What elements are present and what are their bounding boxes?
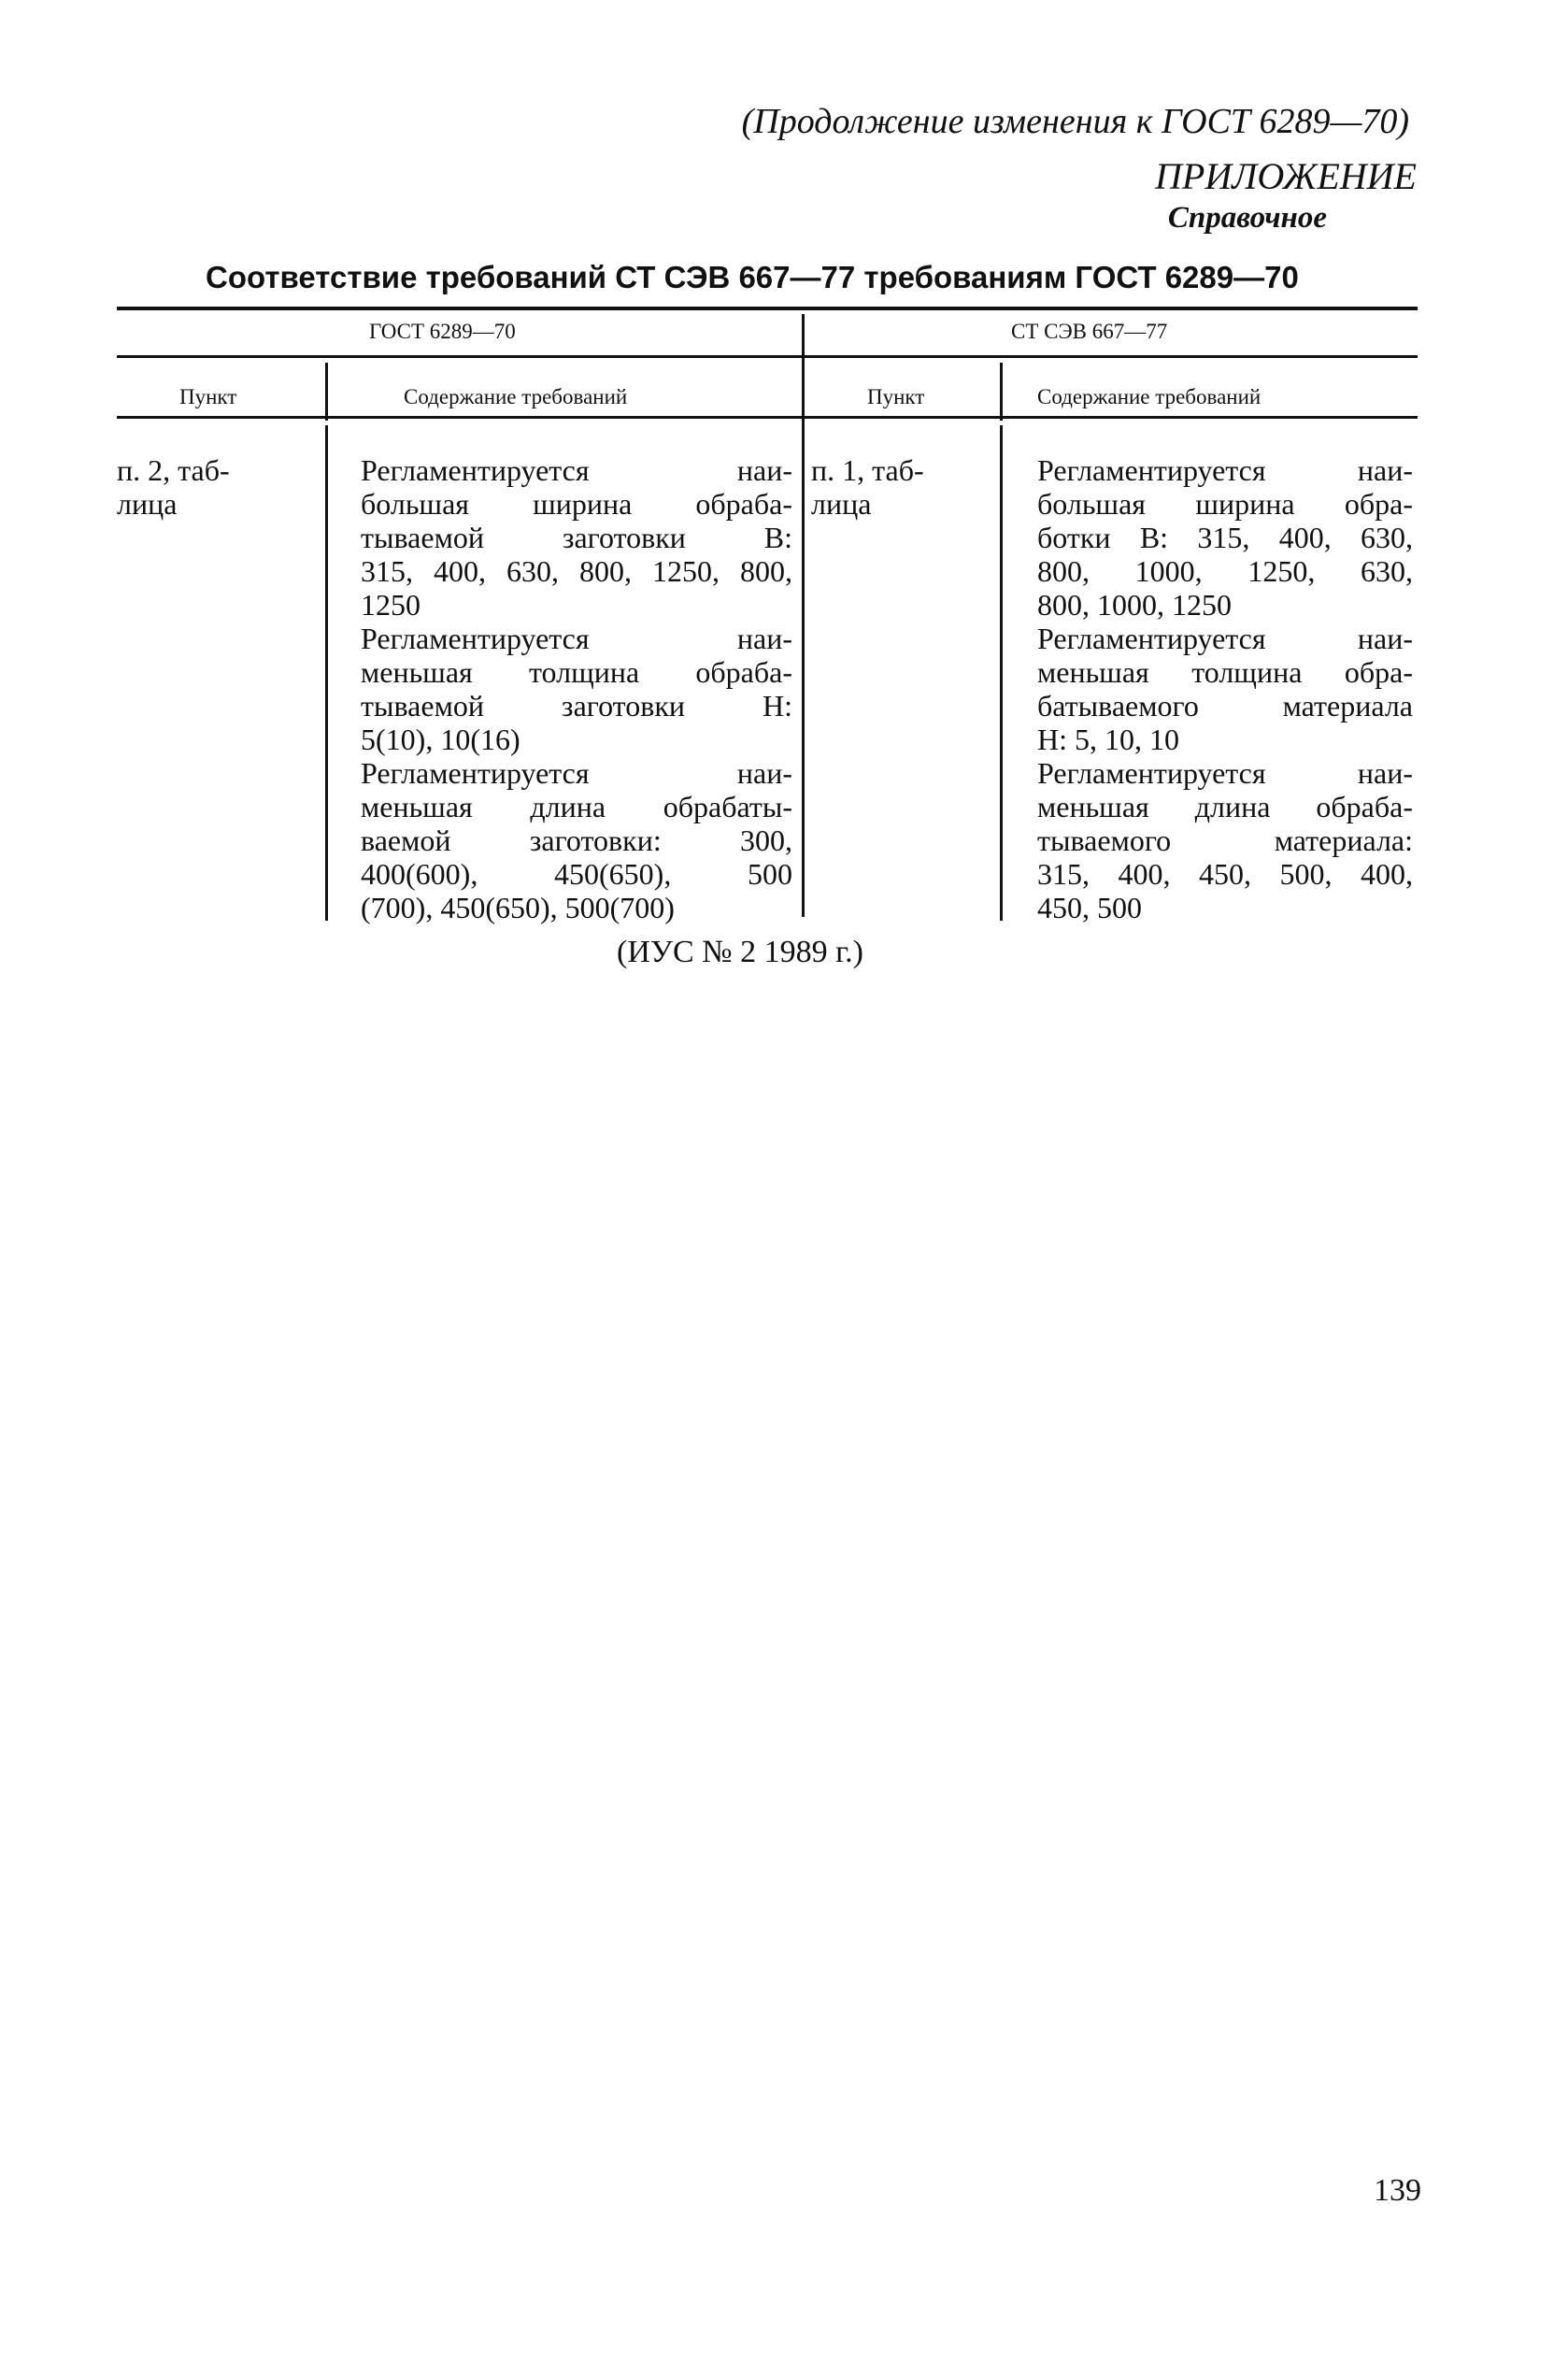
text-line: Регламентируется наи-: [1037, 453, 1413, 487]
divider-gost-item-body: [325, 425, 328, 921]
ius-reference: (ИУС № 2 1989 г.): [617, 935, 863, 969]
gost-requirement-width: [335, 453, 792, 622]
table-title: Соответствие требований СТ СЭВ 667—77 требованиям ГОСТ 6289—70: [206, 260, 1299, 294]
text-line: 800, 1000, 1250, 630,: [1037, 554, 1413, 588]
col-header-sev-item: Пункт: [867, 385, 925, 408]
group-header-rule: [117, 355, 1418, 358]
gost-requirement-length: [335, 756, 792, 924]
text-line: большая ширина обраба-: [361, 487, 792, 521]
text-line: меньшая длина обрабаты-: [361, 790, 792, 823]
text-line: тываемого материала:: [1037, 823, 1413, 857]
text-line: тываемой заготовки H:: [361, 689, 792, 723]
text-line: Регламентируется наи-: [361, 622, 792, 655]
text-line: ботки B: 315, 400, 630,: [1037, 521, 1413, 554]
divider-sev-item: [1000, 363, 1003, 421]
sev-requirement-width: [1011, 453, 1413, 622]
text-line: меньшая длина обраба-: [1037, 790, 1413, 823]
column-header-rule: [117, 416, 1418, 419]
text-line: меньшая толщина обраба-: [361, 655, 792, 689]
page-number: 139: [1374, 2173, 1421, 2208]
text-line: Регламентируется наи-: [1037, 756, 1413, 790]
gost-content-cell: [335, 453, 792, 924]
text-line: меньшая толщина обра-: [1037, 655, 1413, 689]
text-line: 315, 400, 630, 800, 1250, 800,: [361, 554, 792, 588]
text-line: 315, 400, 450, 500, 400,: [1037, 857, 1413, 891]
text-line: большая ширина обра-: [1037, 487, 1413, 521]
appendix-title: ПРИЛОЖЕНИЕ: [1155, 155, 1417, 197]
text-line: H: 5, 10, 10: [1037, 723, 1179, 756]
text-line: Регламентируется наи-: [1037, 622, 1413, 655]
gost-requirement-thickness: [335, 622, 792, 756]
sev-requirement-length: [1011, 756, 1413, 924]
col-header-gost-item: Пункт: [179, 385, 237, 408]
text-line: 5(10), 10(16): [361, 723, 520, 756]
col-header-sev-content: Содержание требований: [1037, 385, 1262, 408]
gost-item-line: п. 2, таб-: [117, 453, 230, 487]
appendix-subtitle: Справочное: [1167, 201, 1327, 235]
sev-item-cell: [811, 453, 989, 521]
text-line: Регламентируется наи-: [361, 756, 792, 790]
sev-item-line: лица: [811, 487, 872, 521]
group-header-sev: СТ СЭВ 667—77: [1011, 320, 1168, 343]
continuation-note: (Продолжение изменения к ГОСТ 6289—70): [741, 102, 1409, 141]
text-line: 400(600), 450(650), 500: [361, 857, 792, 891]
gost-item-cell: [117, 453, 313, 521]
gost-item-line: лица: [117, 487, 178, 521]
sev-item-line: п. 1, таб-: [811, 453, 924, 487]
sev-content-cell: [1011, 453, 1413, 924]
table-top-rule: [117, 307, 1418, 310]
text-line: тываемой заготовки B:: [361, 521, 792, 554]
divider-sev-item-body: [1000, 425, 1003, 921]
sev-requirement-thickness: [1011, 622, 1413, 756]
col-header-gost-content: Содержание требований: [404, 385, 628, 408]
text-line: 800, 1000, 1250: [1037, 588, 1232, 622]
divider-standards: [802, 314, 805, 917]
text-line: ваемой заготовки: 300,: [361, 823, 792, 857]
text-line: батываемого материала: [1037, 689, 1413, 723]
text-line: (700), 450(650), 500(700): [361, 891, 675, 924]
divider-gost-item: [325, 363, 328, 421]
text-line: 1250: [361, 588, 421, 622]
text-line: Регламентируется наи-: [361, 453, 792, 487]
group-header-gost: ГОСТ 6289—70: [369, 320, 516, 343]
text-line: 450, 500: [1037, 891, 1142, 924]
